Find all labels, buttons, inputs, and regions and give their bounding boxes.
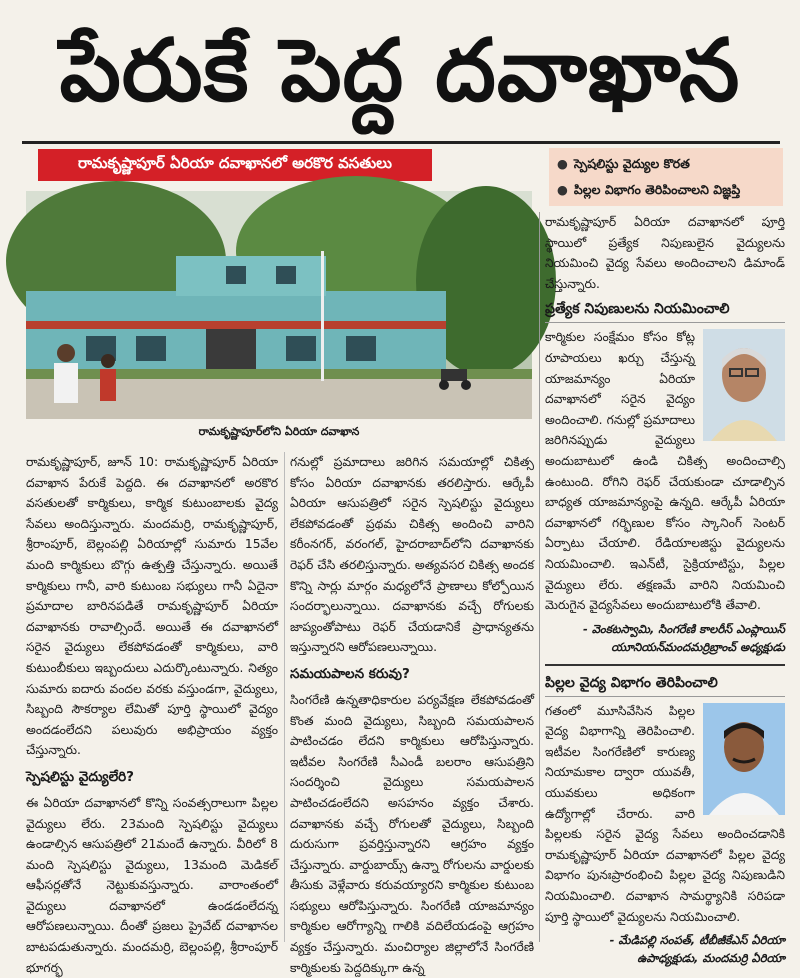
highlights-box	[549, 148, 783, 206]
portrait-photo	[703, 703, 785, 815]
headline-rule	[22, 141, 780, 144]
photo-caption: రామకృష్ణాపూర్‌లోని ఏరియా దవాఖాన	[198, 425, 360, 438]
hospital-photo	[26, 191, 532, 419]
sidebar-heading: ప్రత్యేక నిపుణులను నియమించాలి	[545, 296, 785, 323]
section-heading: సమయపాలన కరువు?	[290, 665, 410, 682]
paragraph: గనుల్లో ప్రమాదాలు జరిగిన సమయాల్లో చికిత్స కోసం ఏరియా దవాఖానకు తరలిస్తారు. ఆర్కేపీ ఏరియా ఆసుపత్రిలో సరైన స్పెషలిస్టు వైద్యులు లేకపోవడంతో ప్రథమ చికిత్స అందించి వారిని కరీంనగర్, వరంగల్, హైదరాబాద్‌లోని దవాఖానకు రెఫర్ చేసి తరలిస్తున్నారు. అత్యవసర చికిత్స అందక కొన్ని సార్లు మార్గం మధ్యలోనే ప్రాణాలు కోల్పోయిన సందర్భాలున్నాయి. దవాఖానకు వచ్చే రోగులకు జాప్యంతోపాటు రెఫర్ చేయడానికే ప్రాధాన్యతను ఇస్తున్నారని ఆరోపణలున్నాయి.	[290, 455, 534, 655]
paragraph: ఈ ఏరియా దవాఖానలో కొన్ని సంవత్సరాలుగా పిల్లల వైద్యులు లేరు. 23మంది స్పెషలిస్టు వైద్యులు ఉండాల్సిన ఆసుపత్రిలో 21మందే ఉన్నారు. వీరిలో 8 మంది స్పెషలిస్టు వైద్యులు, 13మంది మెడికల్ ఆఫీసర్లతోనే నెట్టుకువస్తున్నారు. వారాంతంలో వైద్యులు దవాఖానలో ఉండడంలేదన్న ఆరోపణలున్నాయి. దీంతో ప్రజలు ప్రైవేట్ దవాఖానల బాటపడుతున్నారు. మందమర్రి, బెల్లంపల్లి, శ్రీరాంపూర్ భూగర్భ	[26, 795, 278, 975]
paragraph: రామకృష్ణాపూర్, జూన్ 10: రామకృష్ణాపూర్ ఏరియా దవాఖాన పేరుకే పెద్దది. ఈ దవాఖానలో అరకొర వసతులతో కార్మికులు, కార్మిక కుటుంబాలకు వైద్య సేవలు అందిస్తున్నారు. మందమర్రి, రామకృష్ణాపూర్, శ్రీరాంపూర్, బెల్లంపల్లి ఏరియాల్లో సుమారు 15వేల మంది కార్మికులు బొగ్గు ఉత్పత్తి చేస్తున్నారు. అయితే కార్మికులు గానీ, వారి కుటుంబ సభ్యులు గానీ ఏదైనా ప్రమాదాల బారినపడితే రామకృష్ణాపూర్ ఏరియా దవాఖానకు రావాల్సిందే. అయితే ఈ దవాఖానలో సరైన వైద్యులు లేకపోవడంతో కార్మికులు, వారి కుటుంబీకులు ఇబ్బందులు ఎదుర్కొంటున్నారు. నిత్యం సుమారు ఐదారు వందల వరకు వస్తుండగా, వైద్యులు, సిబ్బంది సౌకర్యాల లేమితో పూర్తి స్థాయిలో వైద్యం అందడంలేదని పలువురు అభిప్రాయం వ్యక్తం చేస్తున్నారు.	[26, 455, 278, 758]
column-divider	[284, 452, 285, 942]
subhead-banner: రామకృష్ణాపూర్ ఏరియా దవాఖానలో అరకొర వసతులు	[38, 149, 432, 181]
paragraph: సింగరేణి ఉన్నతాధికారుల పర్యవేక్షణ లేకపోవడంతో కొంత మంది వైద్యులు, సిబ్బంది సమయపాలన పాటించడం లేదని కార్మికులు ఆరోపిస్తున్నారు. ఇటీవల సింగరేణి సీఎండీ బలరాం ఆసుపత్రిని సందర్శించి వైద్యులు సమయపాలన పాటించడంలేదని అసహనం వ్యక్తం చేశారు. దవాఖానకు వచ్చే రోగులతో వైద్యులు, సిబ్బంది దురుసుగా ప్రవర్తిస్తున్నారని ఆగ్రహం వ్యక్తం చేస్తున్నారు. వార్డుబాయ్స్ ఉన్నా రోగులను వార్డులకు తీసుకు వెళ్లేవారు కరువయ్యారని కార్మికుల కుటుంబ సభ్యులు ఆరోపిస్తున్నారు. సింగరేణి యాజమాన్యం కార్మికుల ఆరోగ్యాన్ని గాలికి వదిలేయడంపై ఆగ్రహం వ్యక్తం చేస్తున్నారు. మంచిర్యాల జిల్లాలోనే సింగరేణి కార్మికులకు పెద్దదిక్కుగా ఉన్న	[290, 692, 534, 975]
bullet-icon: ●	[557, 182, 568, 197]
article-column-3	[545, 212, 785, 966]
column-divider	[539, 212, 540, 942]
article-column-1	[26, 452, 278, 975]
paragraph: రామకృష్ణాపూర్ ఏరియా దవాఖానలో పూర్తి స్థాయిలో ప్రత్యేక నిపుణులైన వైద్యులను నియమించి వైద్య సేవలు అందించాలని డిమాండ్ చేస్తున్నారు.	[545, 215, 785, 291]
section-divider	[545, 664, 785, 666]
paragraph: గతంలో మూసివేసిన పిల్లల వైద్య విభాగాన్ని తెరిపించాలి. ఇటీవల సింగరేణిలో కారుణ్య నియామకాల ద్వారా యువతీ, యువకులు అధికంగా ఉద్యోగాల్లో చేరారు. వారి పిల్లలకు సరైన వైద్య సేవలు అందించడానికి రామకృష్ణాపూర్ ఏరియా దవాఖానలో పిల్లల వైద్య విభాగం పునఃప్రారంభించి పిల్లల వైద్య నిపుణుడిని నియమించాలి. దవాఖాన సామర్థ్యానికి సరిపడా పూర్తి స్థాయిలో వైద్యులను నియమించాలి.	[545, 703, 785, 924]
quote-attribution: - వెంకటస్వామి, సింగరేణి కాలరీస్ ఎంప్లాయిస్ యూనియన్‌మందమర్రిబ్రాంచ్ అధ్యక్షుడు	[582, 621, 785, 654]
quote-attribution: - మేడిపల్లి సంపత్, టీబీజీకేఎస్ ఏరియా ఉపాధ్యక్షుడు, మందమర్రి ఏరియా	[609, 933, 785, 966]
portrait-photo	[703, 329, 785, 441]
highlight-item: ● స్పెషలిస్టు వైద్యుల కొరత	[557, 156, 690, 171]
sidebar-heading: పిల్లల వైద్య విభాగం తెరిపించాలి	[545, 670, 785, 697]
article-column-2	[290, 452, 534, 975]
paragraph: కార్మికుల సంక్షేమం కోసం కోట్ల రూపాయలు ఖర్చు చేస్తున్న యాజమాన్యం ఏరియా దవాఖానలో సరైన వైద్యం అందించాలి. గనుల్లో ప్రమాదాలు జరిగినప్పుడు వైద్యులు అందుబాటులో ఉండి చికిత్స అందించాల్సి ఉంటుంది. రోగిని రెఫర్ చేయకుండా చూడాల్సిన బాధ్యత యాజమాన్యంపై ఉన్నది. ఆర్కేపీ ఏరియా దవాఖానలో గర్భిణుల కోసం స్కానింగ్ సెంటర్ ఏర్పాటు చేయాలి. రేడియాలజిస్టు వైద్యులను నియమించాలి. ఇఎన్‌టీ, సైక్రియాటిస్టు, పిల్లల వైద్యులు లేరు. తక్షణమే వారిని నియమించి మెరుగైన వైద్యసేవలు అందుబాటులోకి తేవాలి.	[545, 330, 785, 613]
highlight-item: ● పిల్లల విభాగం తెరిపించాలని విజ్ఞప్తి	[557, 182, 741, 197]
section-heading: స్పెషలిస్టు వైద్యులేరి?	[26, 768, 134, 785]
bullet-icon: ●	[557, 156, 568, 171]
headline: పేరుకే పెద్ద దవాఖాన	[59, 21, 741, 121]
